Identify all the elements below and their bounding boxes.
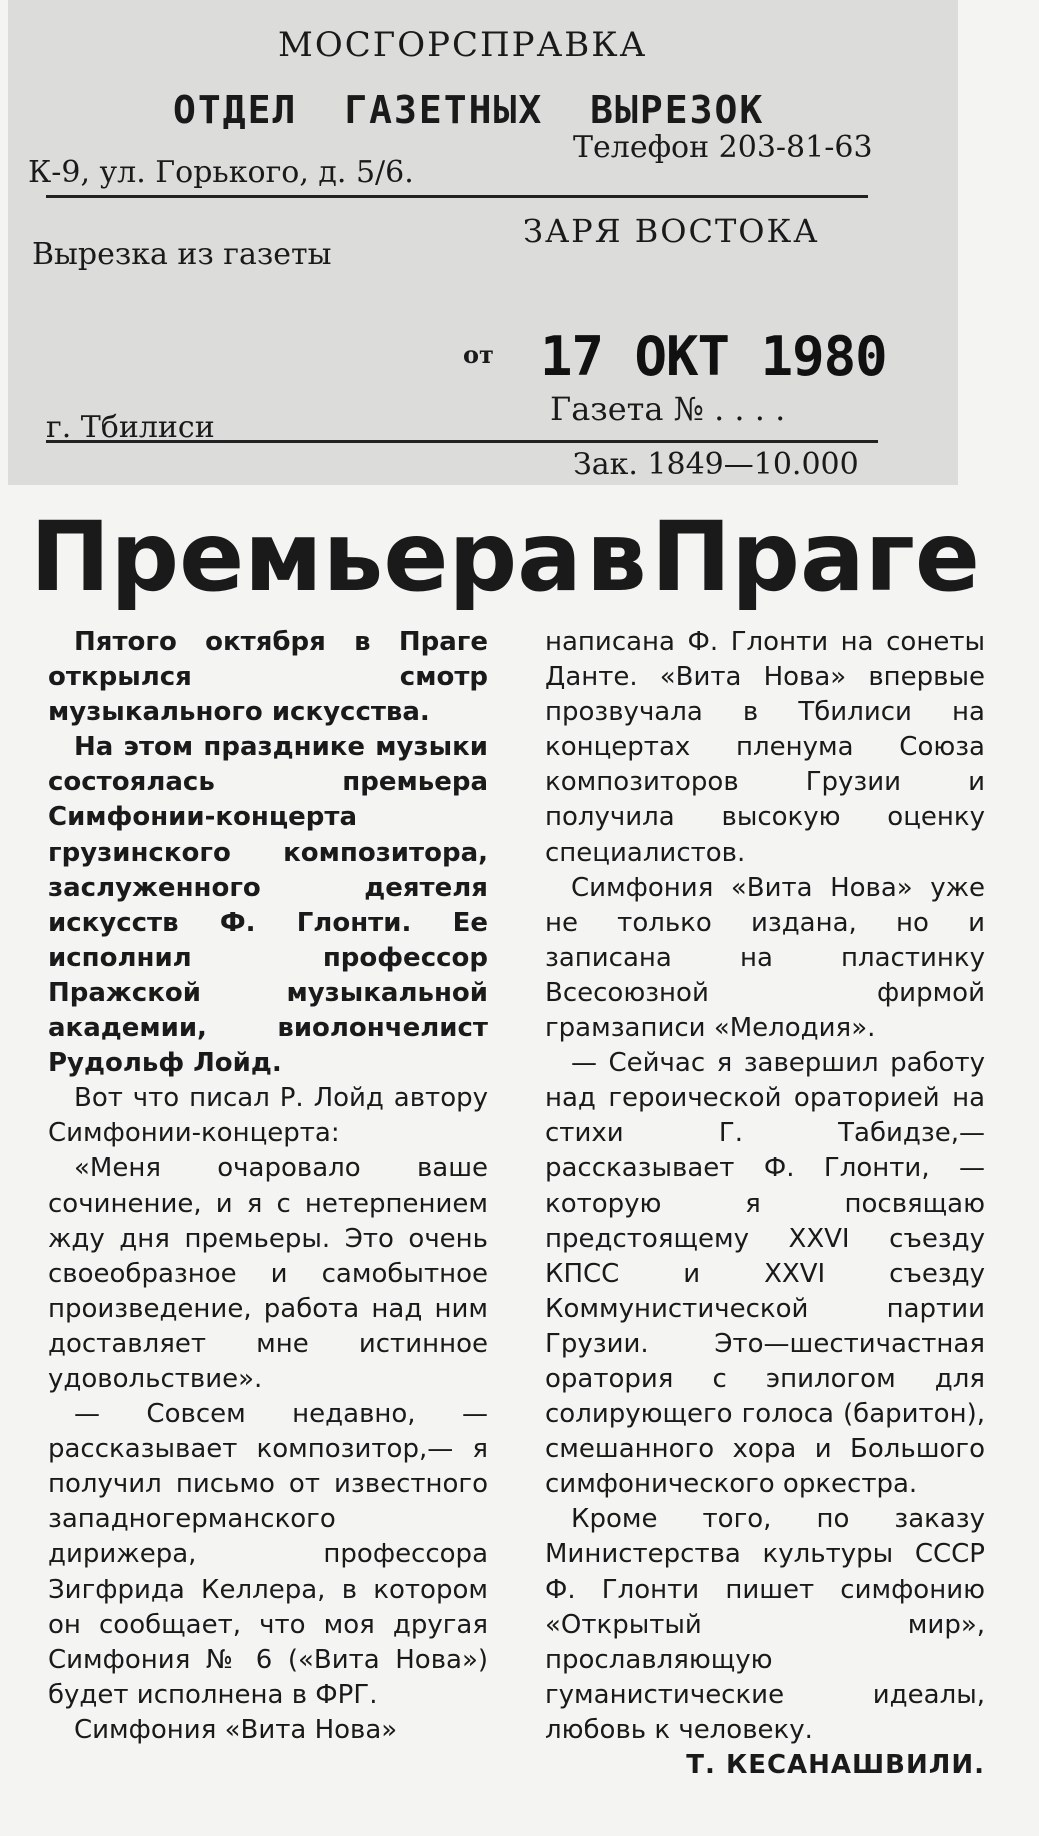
paragraph: Пятого октября в Праге открылся смотр музыкального искусства. xyxy=(48,627,488,728)
headline-word: Премьера xyxy=(30,501,582,613)
department-name: ОТДЕЛ ГАЗЕТНЫХ ВЫРЕЗОК xyxy=(173,88,765,132)
newspaper-article xyxy=(0,497,1039,1836)
phone-number: Телефон 203-81-63 xyxy=(573,130,873,165)
paragraph: — Совсем недавно, — рассказывает композитор,— я получил письмо от известного западногерманского дирижера, профессора Зигфрида Келлера, в котором он сообщает, что моя другая Симфония № 6 («Вита Нова») будет исполнена в ФРГ. xyxy=(48,1399,488,1710)
headline-word: в xyxy=(586,501,647,613)
slip-gap xyxy=(0,485,1039,497)
article-headline xyxy=(30,501,980,613)
address: К-9, ул. Горького, д. 5/6. xyxy=(28,155,414,190)
paragraph: — Сейчас я завершил работу над героической ораторией на стихи Г. Табидзе,—рассказывает Ф. Глонти, — которую я посвящаю предстоящему XXVI съезду КПСС и XXVI съезду Коммунистической партии Грузии. Это—шестичастная оратория с эпилогом для солирующего голоса (баритон), смешанного хора и Большого симфонического оркестра. xyxy=(545,1048,985,1500)
article-column-right xyxy=(545,625,985,1783)
newspaper-number: Газета № . . . . xyxy=(550,390,786,428)
paragraph: написана Ф. Глонти на сонеты Данте. «Вита Нова» впервые прозвучала в Тбилиси на концертах пленума Союза композиторов Грузии и получила высокую оценку специалистов. xyxy=(545,627,985,868)
agency-name: МОСГОРСПРАВКА xyxy=(278,25,648,65)
paragraph: Вот что писал Р. Лойд автору Симфонии-концерта: xyxy=(48,1083,488,1149)
clipping-label: Вырезка из газеты xyxy=(32,237,332,272)
newspaper-name: ЗАРЯ ВОСТОКА xyxy=(523,212,820,250)
clipping-service-slip xyxy=(8,0,958,485)
order-number: Зак. 1849—10.000 xyxy=(573,447,859,482)
divider xyxy=(46,195,868,198)
headline-word: Праге xyxy=(650,501,980,613)
author-signature: Т. КЕСАНАШВИЛИ. xyxy=(686,1750,985,1780)
paragraph: На этом празднике музыки состоялась премьера Симфонии-концерта грузинского композитора, заслуженного деятеля искусств Ф. Глонти. Ее исполнил профессор Пражской музыкальной академии, виолончелист Рудольф Лойд. xyxy=(48,732,488,1079)
paragraph: Симфония «Вита Нова» xyxy=(74,1714,398,1745)
date-stamp: 17 ОКТ 1980 xyxy=(540,325,887,388)
paragraph: Симфония «Вита Нова» уже не только издана, но и записана на пластинку Всесоюзной фирмой грамзаписи «Мелодия». xyxy=(545,872,985,1044)
date-from-label: от xyxy=(463,340,494,369)
city: г. Тбилиси xyxy=(46,410,215,445)
article-column-left xyxy=(48,625,488,1748)
paragraph: Кроме того, по заказу Министерства культуры СССР Ф. Глонти пишет симфонию «Открытый мир», прославляющую гуманистические идеалы, любовь к человеку. xyxy=(545,1504,985,1745)
paragraph: «Меня очаровало ваше сочинение, и я с нетерпением жду дня премьеры. Это очень своеобразное и самобытное произведение, работа над ним доставляет мне истинное удовольствие». xyxy=(48,1153,488,1394)
divider xyxy=(46,440,878,443)
